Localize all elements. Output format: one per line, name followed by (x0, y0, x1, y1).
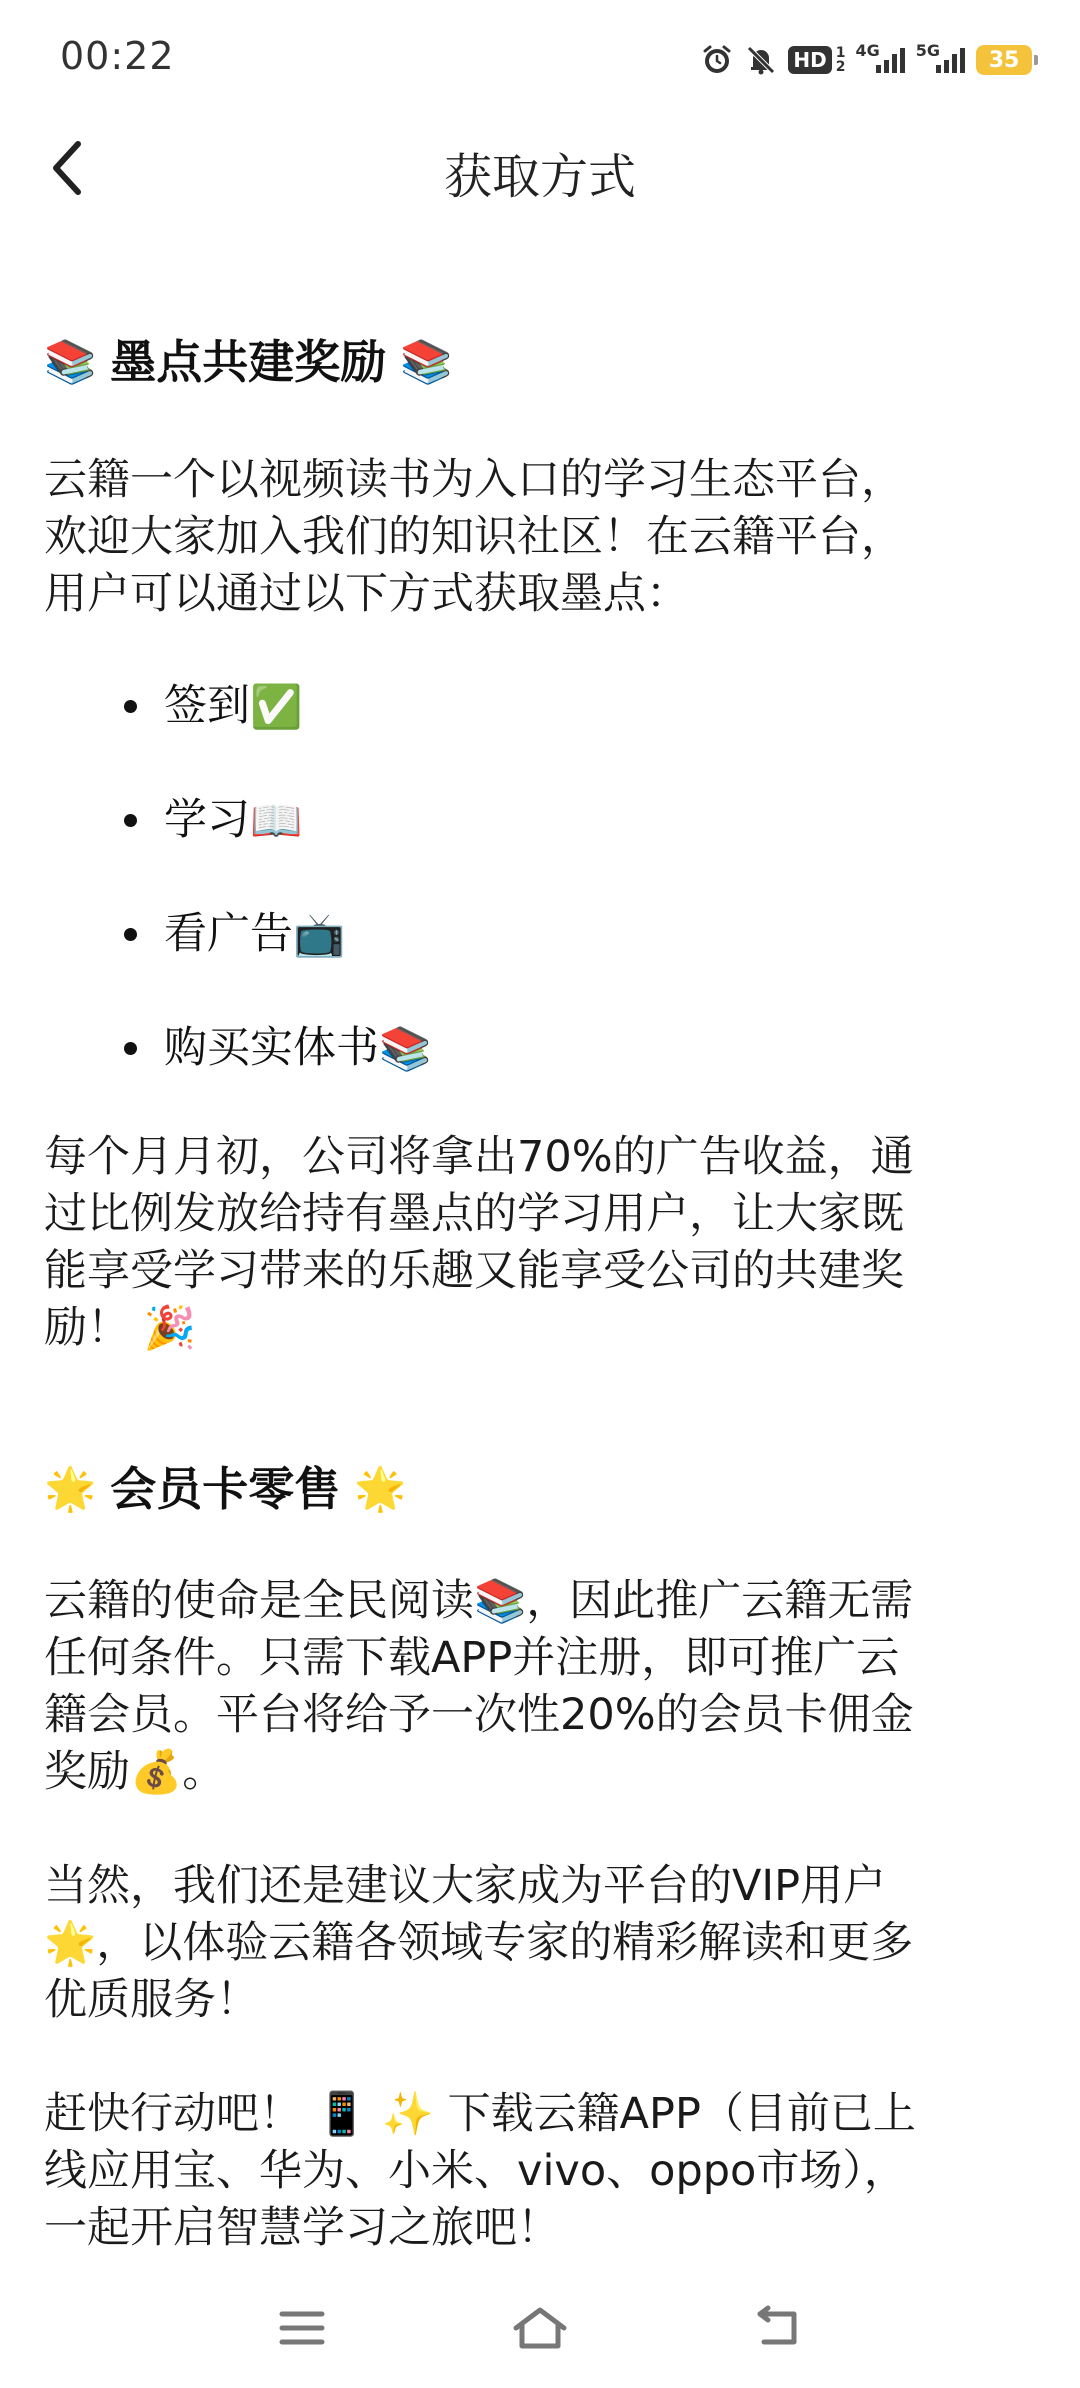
books-icon: 📚 (400, 337, 453, 386)
cta-line: 线应用宝、华为、小米、vivo、oppo市场）， (44, 2146, 907, 2196)
intro-line: 欢迎大家加入我们的知识社区！在云籍平台， (44, 512, 904, 562)
signal-4g-icon: 4G (855, 47, 905, 73)
sim-index-icon: 1 2 (835, 45, 846, 75)
page-title: 获取方式 (443, 149, 636, 205)
menu-icon (276, 2306, 328, 2350)
books-icon: 📚 (474, 1576, 527, 1625)
cta-line: 一起开启智慧学习之旅吧！ (44, 2203, 560, 2253)
mission-line (44, 1744, 1034, 1801)
reward-line: 每个月月初，公司将拿出70%的广告收益，通 (44, 1132, 914, 1182)
mission-line-text: 。 (182, 1747, 226, 1797)
status-time: 00:22 (60, 34, 175, 78)
glowing-star-icon: 🌟 (44, 1464, 97, 1513)
section-heading-membership (44, 1457, 1034, 1521)
mobile-phone-icon: 📱 (315, 2089, 368, 2138)
reward-line (44, 1300, 1034, 1357)
bullet-dot (124, 700, 137, 713)
reward-line-text: 励！ (44, 1303, 130, 1353)
content (44, 300, 1034, 2257)
methods-list (44, 678, 1034, 1077)
list-item (44, 792, 1034, 849)
home-button[interactable] (500, 2296, 580, 2360)
list-item-text: 看广告 (164, 909, 293, 959)
cta-paragraph (44, 2086, 1034, 2257)
mission-line (44, 1573, 1034, 1630)
list-item-text: 学习 (164, 795, 250, 845)
battery-icon: 35 (976, 45, 1032, 75)
header (0, 120, 1080, 216)
cta-line (44, 2086, 1034, 2143)
vip-line (44, 1915, 1034, 1972)
mission-paragraph (44, 1573, 1034, 1801)
mission-line: 任何条件。只需下载APP并注册，即可推广云 (44, 1633, 900, 1683)
mission-line: 籍会员。平台将给予一次性20%的会员卡佣金 (44, 1690, 914, 1740)
vip-line-text: ，以体验云籍各领域专家的精彩解读和更多 (96, 1918, 914, 1968)
television-icon: 📺 (293, 909, 346, 959)
check-mark-icon: ✅ (250, 681, 303, 731)
home-icon (510, 2304, 570, 2352)
mission-line-text: 奖励 (44, 1747, 130, 1797)
list-item-text: 购买实体书 (164, 1023, 379, 1073)
bottom-navigation-bar (0, 2268, 1080, 2388)
party-popper-icon: 🎉 (143, 1303, 196, 1352)
vip-line: 优质服务！ (44, 1975, 259, 2025)
mission-line-text: 云籍的使命是全民阅读 (44, 1576, 474, 1626)
cta-line-text: 下载云籍APP（目前已上 (447, 2089, 916, 2139)
bullet-dot (124, 928, 137, 941)
status-bar (0, 0, 1080, 120)
glowing-star-icon: 🌟 (354, 1464, 407, 1513)
list-item (44, 906, 1034, 963)
vip-line: 当然，我们还是建议大家成为平台的VIP用户 (44, 1861, 887, 1911)
intro-line: 云籍一个以视频读书为入口的学习生态平台， (44, 455, 904, 505)
glowing-star-icon: 🌟 (44, 1918, 97, 1967)
reward-paragraph (44, 1129, 1034, 1357)
section-heading-rewards (44, 330, 1034, 394)
list-item (44, 1020, 1034, 1077)
reward-line: 过比例发放给持有墨点的学习用户，让大家既 (44, 1189, 904, 1239)
books-icon: 📚 (379, 1023, 432, 1073)
alarm-icon (700, 43, 734, 77)
status-icons (700, 40, 1032, 80)
list-item (44, 678, 1034, 735)
section-title: 墨点共建奖励 (110, 335, 387, 389)
mute-icon (744, 43, 778, 77)
bullet-dot (124, 814, 137, 827)
signal-5g-icon: 5G (916, 47, 966, 73)
list-item-text: 签到 (164, 681, 250, 731)
back-nav-icon (750, 2304, 806, 2352)
open-book-icon: 📖 (250, 795, 303, 845)
bullet-dot (124, 1042, 137, 1055)
money-bag-icon: 💰 (130, 1747, 183, 1796)
sparkles-icon: ✨ (381, 2089, 434, 2138)
cta-line-text: 赶快行动吧！ (44, 2089, 302, 2139)
books-icon: 📚 (44, 337, 97, 386)
intro-paragraph (44, 452, 1034, 623)
hd-icon: HD (788, 46, 831, 74)
vip-paragraph (44, 1858, 1034, 2029)
section-title: 会员卡零售 (110, 1462, 341, 1516)
intro-line: 用户可以通过以下方式获取墨点： (44, 569, 689, 619)
mission-line-text: ，因此推广云籍无需 (526, 1576, 914, 1626)
reward-line: 能享受学习带来的乐趣又能享受公司的共建奖 (44, 1246, 904, 1296)
back-nav-button[interactable] (738, 2296, 818, 2360)
menu-button[interactable] (262, 2296, 342, 2360)
